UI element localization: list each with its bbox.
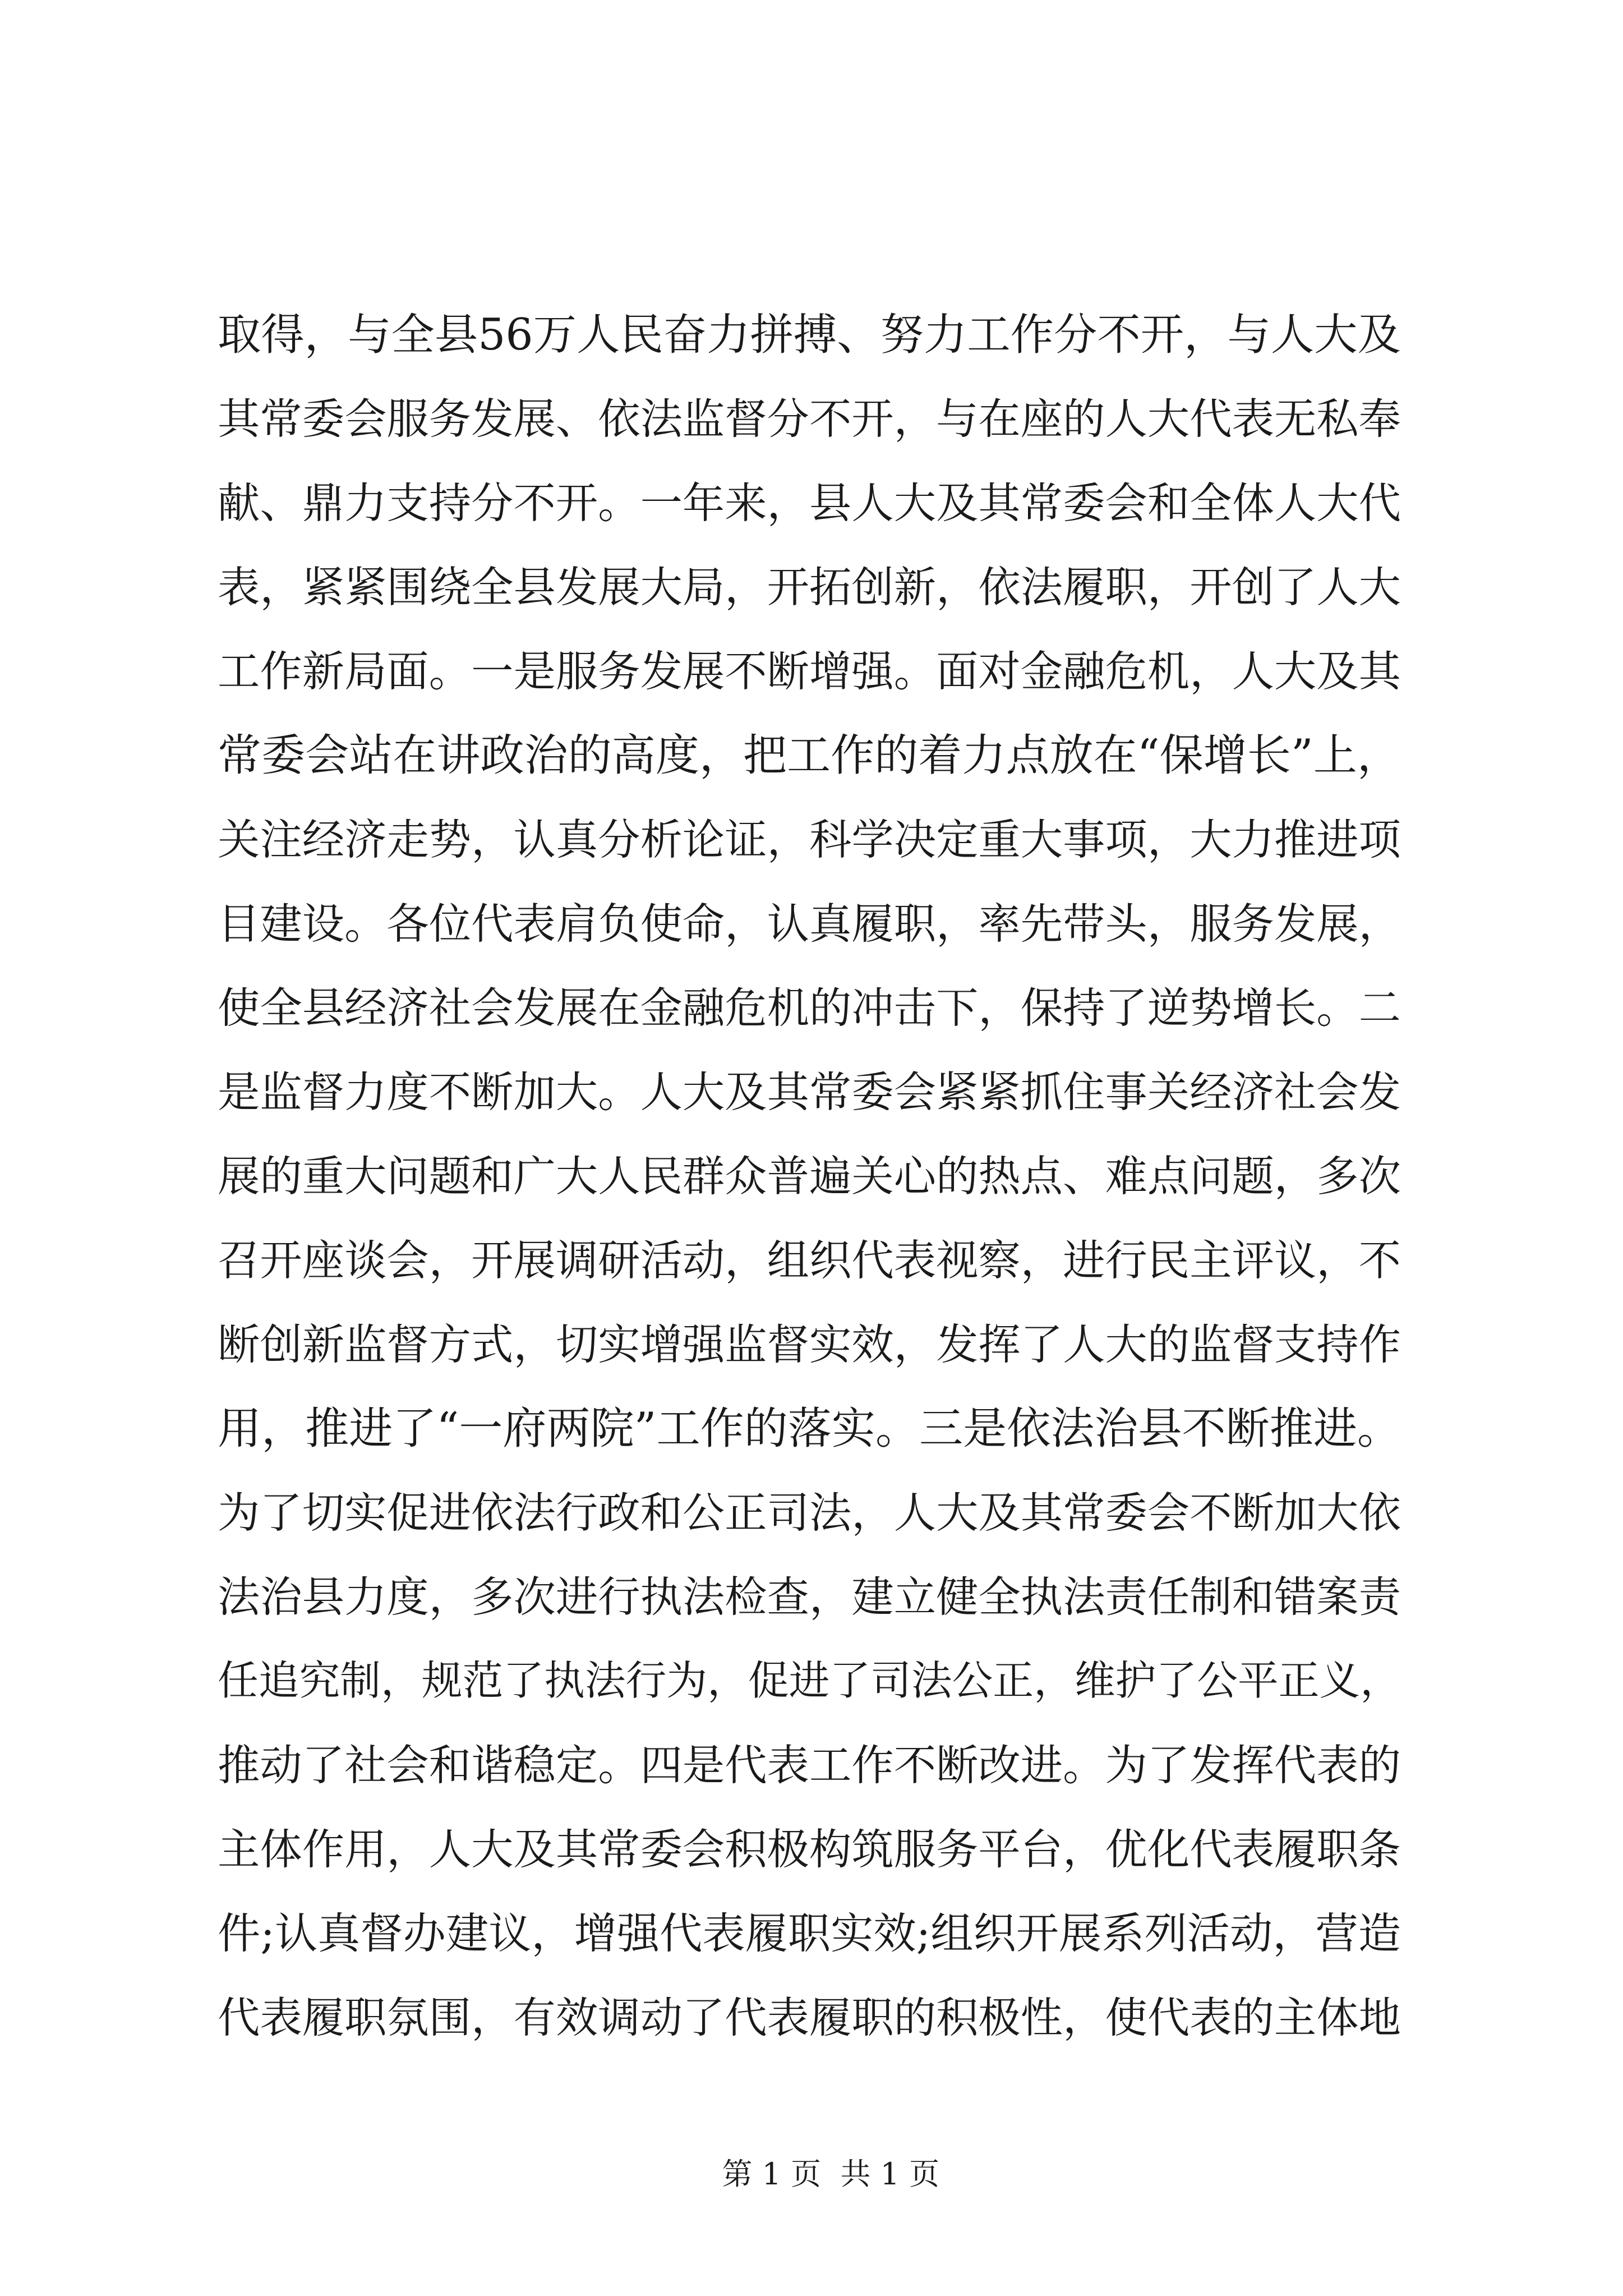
text-line: 法治县力度，多次进行执法检查，建立健全执法责任制和错案责 (218, 1572, 1401, 1622)
text-line: 展的重大问题和广大人民群众普遍关心的热点、难点问题，多次 (218, 1152, 1401, 1201)
text-line: 表，紧紧围绕全县发展大局，开拓创新，依法履职，开创了人大 (218, 563, 1401, 612)
text-line: 用，推进了“一府两院”工作的落实。三是依法治县不断推进。 (218, 1404, 1401, 1454)
text-line: 工作新局面。一是服务发展不断增强。面对金融危机，人大及其 (218, 647, 1401, 696)
text-line: 常委会站在讲政治的高度，把工作的着力点放在“保增长”上， (218, 730, 1401, 781)
page-number-label: 第 1 页 共 1 页 (722, 2156, 940, 2192)
page-footer (0, 2115, 1623, 2229)
text-line: 任追究制，规范了执法行为，促进了司法公正，维护了公平正义， (218, 1657, 1401, 1705)
text-line: 召开座谈会，开展调研活动，组织代表视察，进行民主评议，不 (218, 1236, 1401, 1285)
text-line: 主体作用，人大及其常委会积极构筑服务平台，优化代表履职条 (218, 1825, 1401, 1874)
text-line: 目建设。各位代表肩负使命，认真履职，率先带头，服务发展， (218, 899, 1401, 949)
text-line: 件;认真督办建议，增强代表履职实效;组织开展系列活动，营造 (218, 1908, 1401, 1958)
text-line: 断创新监督方式，切实增强监督实效，发挥了人大的监督支持作 (218, 1320, 1401, 1369)
text-line: 使全县经济社会发展在金融危机的冲击下，保持了逆势增长。二 (218, 983, 1401, 1033)
text-line: 代表履职氛围，有效调动了代表履职的积极性，使代表的主体地 (218, 1993, 1401, 2042)
body-paragraph (218, 293, 1401, 2060)
text-line: 是监督力度不断加大。人大及其常委会紧紧抓住事关经济社会发 (218, 1068, 1401, 1117)
text-line: 取得，与全县56万人民奋力拼搏、努力工作分不开，与人大及 (218, 310, 1401, 360)
text-line: 关注经济走势，认真分析论证，科学决定重大事项，大力推进项 (218, 815, 1401, 864)
text-line: 献、鼎力支持分不开。一年来，县人大及其常委会和全体人大代 (218, 478, 1401, 528)
text-line: 其常委会服务发展、依法监督分不开，与在座的人大代表无私奉 (218, 394, 1401, 444)
text-line: 为了切实促进依法行政和公正司法，人大及其常委会不断加大依 (218, 1488, 1401, 1538)
text-line: 推动了社会和谐稳定。四是代表工作不断改进。为了发挥代表的 (218, 1741, 1401, 1790)
